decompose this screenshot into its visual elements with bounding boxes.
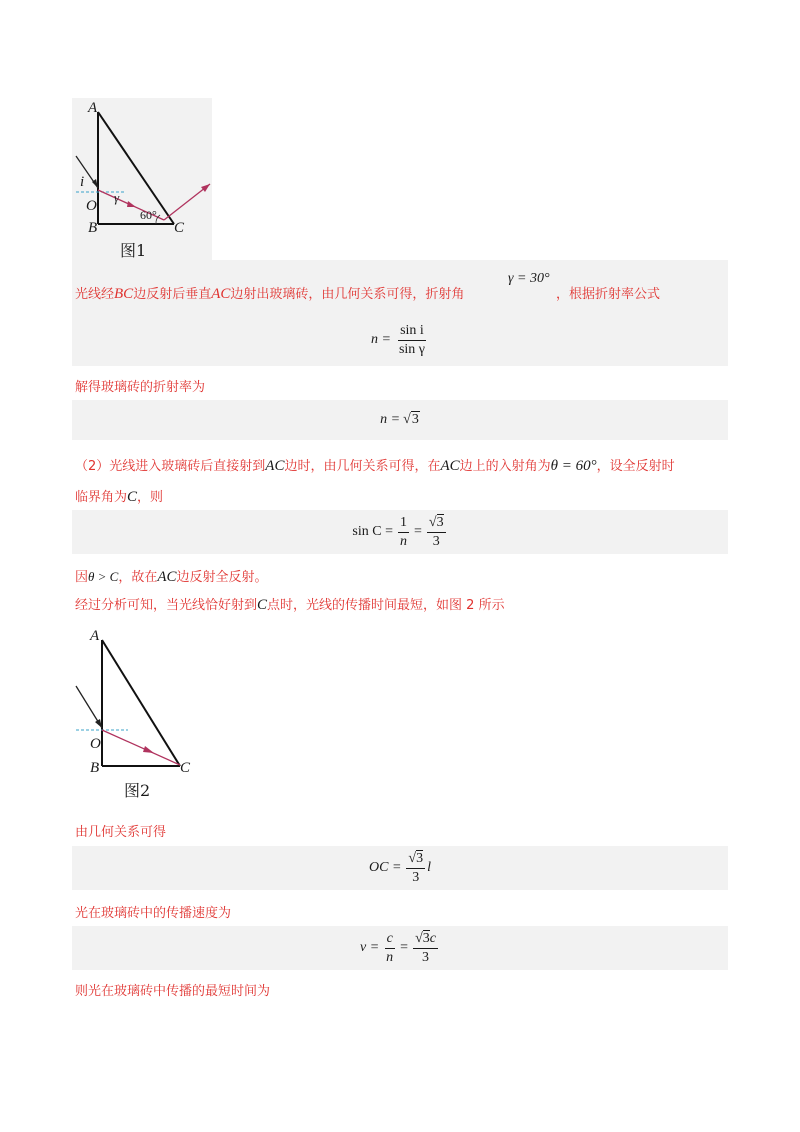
p4-text-a: 临界角为 (75, 490, 128, 505)
p3-text-b: 边时，由几何关系可得，在 (284, 459, 441, 474)
p3-ac2: AC (440, 458, 460, 474)
p1-ac: AC (211, 286, 231, 302)
v-radicand: 3 (422, 930, 430, 946)
figure-1 (72, 98, 212, 260)
equation-OC (72, 846, 728, 890)
paragraph-8: 光在玻璃砖中的传播速度为 (75, 906, 232, 921)
p1-text-d: ，根据折射率公式 (556, 287, 661, 302)
fig2-label-C: C (180, 760, 191, 776)
paragraph-9: 则光在玻璃砖中传播的最短时间为 (75, 984, 271, 999)
n-numerator: sin i (398, 323, 426, 341)
paragraph-1 (75, 283, 464, 303)
v-eq-sign: = (400, 940, 409, 955)
sinC-radicand: 3 (436, 514, 444, 530)
n-denominator: sin γ (398, 341, 425, 357)
fig1-label-O: O (86, 198, 97, 214)
v-frac2-den: 3 (422, 949, 430, 965)
oc-frac-den: 3 (412, 869, 420, 885)
sinC-frac2-den: 3 (432, 533, 440, 549)
equation-v (72, 926, 728, 970)
fig1-label-C: C (174, 220, 185, 236)
oc-radicand: 3 (416, 850, 424, 866)
oc-frac (406, 851, 425, 886)
n-lhs: n = (371, 332, 391, 347)
fig2-label-A: A (90, 628, 100, 644)
p5-text-b: ，故在 (118, 570, 158, 585)
sinC-frac2 (427, 515, 446, 550)
fig1-label-angle: 60° (140, 208, 157, 222)
fig1-label-gamma: γ (114, 190, 120, 205)
p1-gamma: γ = 30° (508, 271, 550, 286)
p1-bc: BC (114, 286, 134, 302)
oc-l: l (427, 860, 431, 875)
paragraph-4 (75, 486, 163, 506)
v-frac2-num: √3c (413, 931, 438, 949)
equation-n-formula (72, 320, 728, 360)
paragraph-7: 由几何关系可得 (75, 825, 167, 840)
paragraph-6 (75, 594, 505, 614)
n-val-lhs: n = (380, 412, 401, 427)
sqrt-3-radicand: 3 (411, 412, 419, 427)
fig1-label-B: B (88, 220, 98, 236)
v-frac2 (413, 931, 438, 966)
fig1-label-i: i (80, 174, 85, 190)
p5-text-a: 因 (75, 570, 89, 585)
p4-text-b: ，则 (137, 490, 164, 505)
figure-2 (72, 628, 212, 800)
p6-C: C (257, 597, 268, 613)
equation-n-value (72, 400, 728, 440)
sinC-frac2-num: √3 (427, 515, 446, 533)
p3-ac1: AC (265, 458, 285, 474)
paragraph-5 (75, 566, 268, 586)
fig2-label-B: B (90, 760, 100, 776)
p1-text-b: 边反射后垂直 (133, 287, 212, 302)
oc-frac-num: √3 (406, 851, 425, 869)
p5-ineq: θ > C (88, 569, 119, 584)
sqrt-3: √3 (403, 412, 419, 427)
p5-ac: AC (157, 569, 177, 585)
p5-text-c: 边反射全反射。 (176, 570, 268, 585)
p1-text-c: 边射出玻璃砖，由几何关系可得，折射角 (230, 287, 465, 302)
v-lhs: v = (360, 940, 380, 955)
fig2-caption: 图2 (124, 781, 151, 800)
p3-theta: θ = 60° (550, 458, 597, 474)
sinC-lhs: sin C = (352, 524, 393, 539)
n-fraction (397, 323, 427, 358)
p1-text-a: 光线经 (75, 287, 115, 302)
v-frac1 (384, 931, 395, 966)
v-frac1-num: c (385, 931, 395, 949)
fig2-label-O: O (90, 736, 101, 752)
p4-C: C (127, 489, 138, 505)
v-frac1-den: n (386, 949, 394, 965)
sinC-frac1-den: n (399, 533, 407, 549)
oc-lhs: OC = (369, 860, 402, 875)
p3-text-a: （2）光线进入玻璃砖后直接射到 (75, 459, 266, 474)
sinC-eq-sign: = (413, 524, 422, 539)
fig1-label-A: A (88, 100, 98, 116)
fig1-caption: 图1 (120, 241, 147, 260)
sinC-frac1-num: 1 (398, 515, 409, 533)
sinC-frac1 (398, 515, 409, 550)
p6-text-a: 经过分析可知，当光线恰好射到 (75, 598, 258, 613)
paragraph-3 (75, 455, 675, 475)
p3-text-d: ，设全反射时 (596, 459, 675, 474)
equation-sinC (72, 510, 728, 554)
p6-text-b: 点时，光线的传播时间最短，如图 2 所示 (267, 598, 505, 613)
p3-text-c: 边上的入射角为 (459, 459, 551, 474)
paragraph-2: 解得玻璃砖的折射率为 (75, 380, 206, 395)
v-c: c (429, 930, 436, 946)
